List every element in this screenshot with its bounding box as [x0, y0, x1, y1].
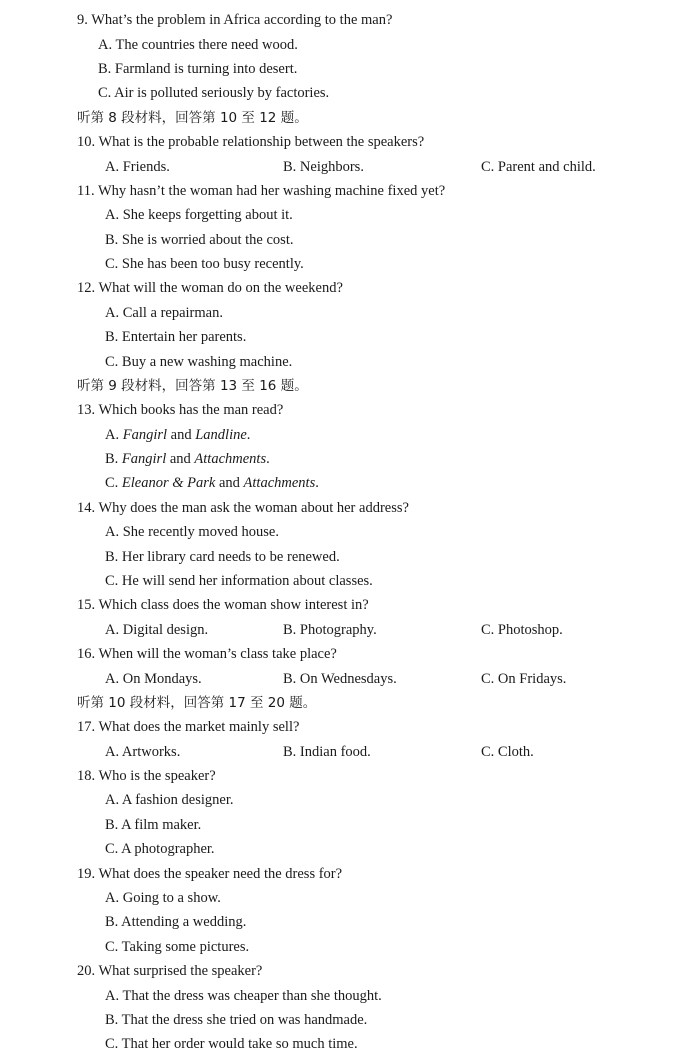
q15-option-a: A. Digital design. [105, 622, 209, 638]
q17-option-b: B. Indian food. [283, 744, 371, 760]
question-14: 14. Why does the man ask the woman about her address? [77, 500, 409, 516]
question-13: 13. Which books has the man read? [77, 402, 284, 418]
book-title: Landline [195, 427, 247, 443]
q10-option-c: C. Parent and child. [481, 159, 596, 175]
question-17: 17. What does the market mainly sell? [77, 719, 300, 735]
q15-option-b: B. Photography. [283, 622, 377, 638]
q20-option-c: C. That her order would take so much time. [105, 1036, 358, 1052]
q19-option-a: A. Going to a show. [105, 890, 221, 906]
q19-option-c: C. Taking some pictures. [105, 939, 250, 955]
book-title: Attachments [243, 475, 316, 491]
q17-option-c: C. Cloth. [481, 744, 534, 760]
question-11: 11. Why hasn’t the woman had her washing machine fixed yet? [77, 183, 446, 199]
q12-option-c: C. Buy a new washing machine. [105, 354, 293, 370]
q12-option-a: A. Call a repairman. [105, 305, 223, 321]
book-title: Eleanor & Park [121, 475, 216, 491]
book-title: Attachments [194, 451, 267, 467]
q19-option-b: B. Attending a wedding. [105, 914, 247, 930]
q18-option-a: A. A fashion designer. [105, 792, 234, 808]
question-20: 20. What surprised the speaker? [77, 963, 263, 979]
section-heading-8: 听第 8 段材料，回答第 10 至 12 题。 [77, 110, 308, 126]
question-15: 15. Which class does the woman show interest in? [77, 597, 369, 613]
q10-option-a: A. Friends. [105, 159, 170, 175]
q11-option-b: B. She is worried about the cost. [105, 232, 294, 248]
q20-option-b: B. That the dress she tried on was handmade. [105, 1012, 368, 1028]
q14-option-a: A. She recently moved house. [105, 524, 279, 540]
section-heading-9: 听第 9 段材料，回答第 13 至 16 题。 [77, 378, 308, 394]
q15-option-c: C. Photoshop. [481, 622, 563, 638]
section-heading-10: 听第 10 段材料，回答第 17 至 20 题。 [77, 695, 317, 711]
q18-option-b: B. A film maker. [105, 817, 202, 833]
question-18: 18. Who is the speaker? [77, 768, 216, 784]
q9-option-c: C. Air is polluted seriously by factories. [98, 85, 330, 101]
q14-option-b: B. Her library card needs to be renewed. [105, 549, 340, 565]
q10-option-b: B. Neighbors. [283, 159, 364, 175]
q16-option-a: A. On Mondays. [105, 671, 202, 687]
q13-option-b: B. Fangirl and Attachments. [105, 451, 270, 467]
q20-option-a: A. That the dress was cheaper than she thought. [105, 988, 382, 1004]
q16-option-b: B. On Wednesdays. [283, 671, 397, 687]
book-title: Fangirl [122, 427, 168, 443]
book-title: Fangirl [121, 451, 167, 467]
q9-option-b: B. Farmland is turning into desert. [98, 61, 298, 77]
q13-option-a: A. Fangirl and Landline. [105, 427, 251, 443]
q11-option-c: C. She has been too busy recently. [105, 256, 304, 272]
q14-option-c: C. He will send her information about classes. [105, 573, 373, 589]
question-10: 10. What is the probable relationship between the speakers? [77, 134, 425, 150]
q16-option-c: C. On Fridays. [481, 671, 567, 687]
q13-option-c: C. Eleanor & Park and Attachments. [105, 475, 319, 491]
question-9: 9. What’s the problem in Africa according to the man? [77, 12, 393, 28]
question-16: 16. When will the woman’s class take place? [77, 646, 337, 662]
q12-option-b: B. Entertain her parents. [105, 329, 247, 345]
q18-option-c: C. A photographer. [105, 841, 215, 857]
q17-option-a: A. Artworks. [105, 744, 181, 760]
question-12: 12. What will the woman do on the weekend? [77, 280, 343, 296]
q9-option-a: A. The countries there need wood. [98, 37, 298, 53]
question-19: 19. What does the speaker need the dress for? [77, 866, 343, 882]
q11-option-a: A. She keeps forgetting about it. [105, 207, 293, 223]
